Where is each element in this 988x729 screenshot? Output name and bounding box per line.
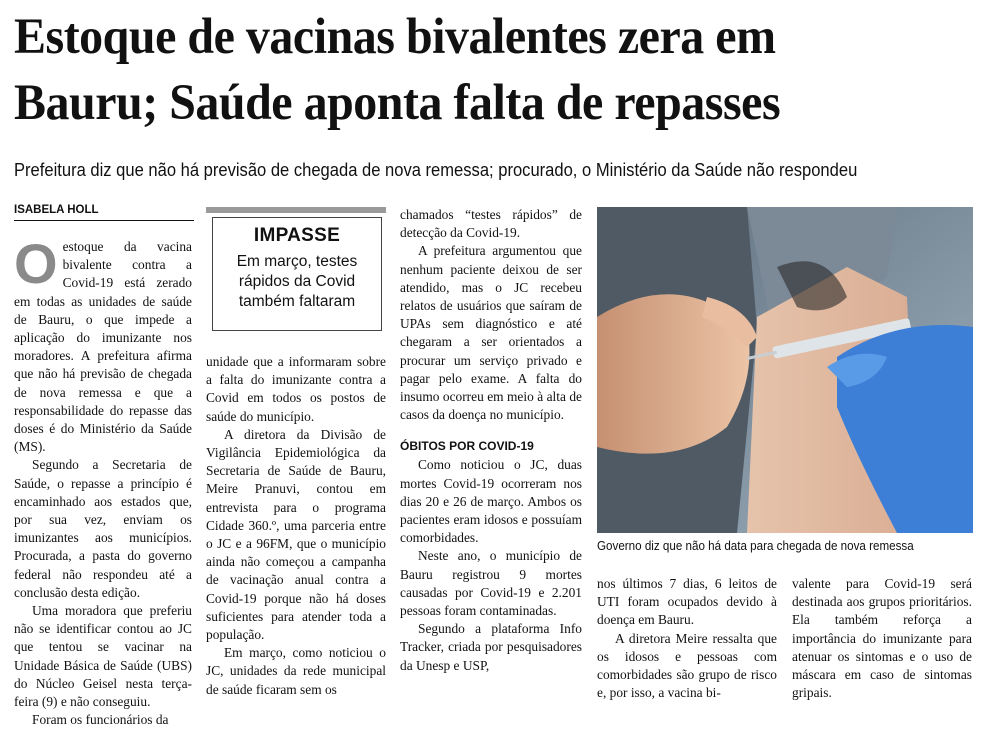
paragraph: A diretora Meire ressalta que os idosos e pessoas com comorbidades são grupo de risco e, por isso, a vacina bi- [597, 630, 777, 701]
vaccination-photo [597, 207, 973, 533]
paragraph-text: estoque da vacina bivalente contra a Covid-19 está zerado em todas as unidades de saúde de Bauru, o que impede a aplicação do imunizante nos moradores. A prefeitura afirma que não há previsão de chegada de nova remessa e que a responsabilidade do repasse das doses é do Ministério da Saúde (MS). [14, 239, 192, 455]
paragraph: A diretora da Divisão de Vigilância Epidemiológica da Secretaria de Saúde de Bauru, Meire Pranuvi, contou em entrevista para o programa Cidade 360.º, uma parceria entre o JC e a 96FM, que o município ainda não começou a campanha de vacinação anual contra a Covid-19 porque não há doses suficientes para atender toda a população. [206, 426, 386, 643]
article-column-3 [400, 206, 582, 675]
paragraph: Segundo a Secretaria de Saúde, o repasse a princípio é encaminhado aos estados que, por sua vez, enviam os imunizantes aos municípios. Procurada, a pasta do governo federal não respondeu até a conclusão desta edição. [14, 457, 192, 600]
article-column-4 [597, 575, 777, 702]
subheadline: Prefeitura diz que não há previsão de chegada de nova remessa; procurado, o Ministério da Saúde não respondeu [14, 160, 858, 180]
paragraph: Neste ano, o município de Bauru registrou 9 mortes causadas por Covid-19 e 2.201 pessoas foram contaminadas. [400, 548, 582, 619]
impasse-box-frame [212, 217, 382, 331]
impasse-box-title: IMPASSE [253, 225, 341, 246]
headline [14, 4, 918, 136]
drop-cap: O [14, 232, 58, 295]
photo-caption: Governo diz que não há data para chegada de nova remessa [597, 539, 914, 553]
article-column-1 [14, 232, 192, 729]
paragraph: nos últimos 7 dias, 6 leitos de UTI foram ocupados devido à doença em Bauru. [597, 576, 777, 628]
paragraph: Como noticiou o JC, duas mortes Covid-19 ocorreram nos dias 20 e 26 de março. Ambos os pacientes eram idosos e possuíam comorbidades. [400, 457, 582, 546]
article-column-5 [792, 575, 972, 702]
paragraph: A prefeitura argumentou que nenhum paciente deixou de ser atendido, mas o JC recebeu relatos de usuários que saíram de UPAs sem diagnóstico e até chegaram a ser orientados a procurar um serviço privado e pagar pelo exame. A falta do insumo ocorreu em meio à alta de casos da doença no município. [400, 243, 582, 423]
paragraph: chamados “testes rápidos” de detecção da Covid-19. [400, 207, 582, 241]
paragraph: Em março, como noticiou o JC, unidades da rede municipal de saúde ficaram sem os [206, 645, 386, 697]
paragraph: unidade que a informaram sobre a falta do imunizante contra a Covid em todos os postos de saúde do município. [206, 354, 386, 424]
headline-line-1: Estoque de vacinas bivalentes zera em [14, 9, 776, 65]
headline-line-2: Bauru; Saúde aponta falta de repasses [14, 75, 781, 131]
paragraph [14, 232, 192, 456]
article-column-2 [206, 353, 386, 699]
section-heading: ÓBITOS POR COVID-19 [400, 439, 534, 454]
paragraph: valente para Covid-19 será destinada aos grupos prioritários. Ela também reforça a importância do imunizante para atenuar os sintomas e o uso de máscara em caso de sintomas gripais. [792, 576, 972, 701]
paragraph: Segundo a plataforma Info Tracker, criada por pesquisadores da Unesp e USP, [400, 621, 582, 673]
impasse-box-text: Em março, testes rápidos da Covid também faltaram [236, 253, 358, 310]
byline: ISABELA HOLL [14, 203, 194, 221]
vaccination-illustration [597, 207, 973, 533]
paragraph: Foram os funcionários da [32, 712, 169, 728]
paragraph: Uma moradora que preferiu não se identificar contou ao JC que tentou se vacinar na Unidade Básica de Saúde (UBS) do Núcleo Geisel nesta terça-feira (9) e não conseguiu. [14, 603, 192, 710]
impasse-box [206, 207, 386, 345]
